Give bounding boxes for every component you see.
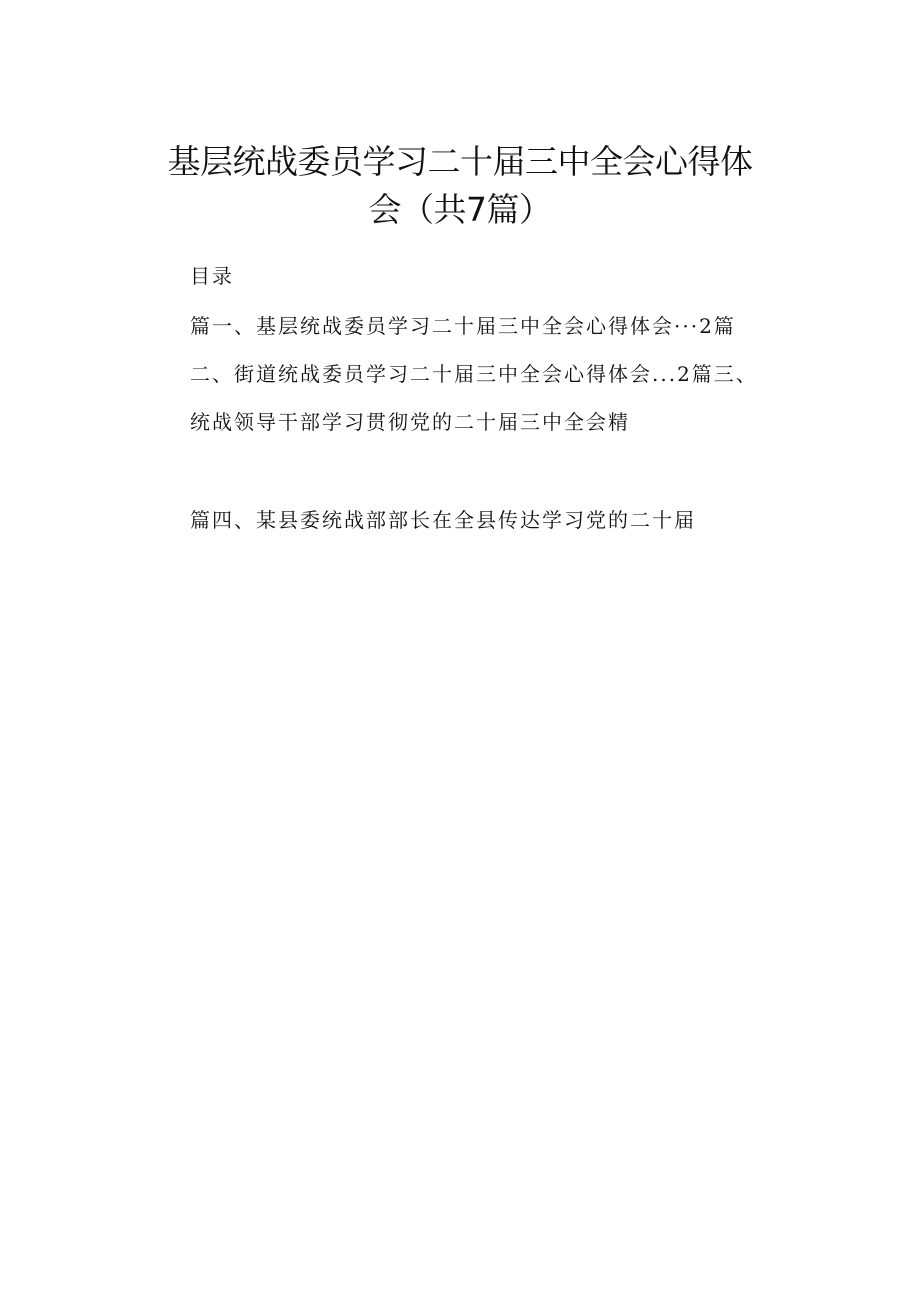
toc-heading: 目录 — [190, 264, 234, 288]
toc-line: 篇四、某县委统战部部长在全县传达学习党的二十届 — [190, 508, 696, 532]
document-title — [150, 138, 770, 234]
toc-line: 篇一、基层统战委员学习二十届三中全会心得体会···2篇 — [190, 314, 736, 338]
title-line-1: 基层统战委员学习二十届三中全会心得体 — [167, 142, 753, 181]
title-line-2: 会（共7篇） — [368, 190, 552, 229]
toc-line: 统战领导干部学习贯彻党的二十届三中全会精 — [190, 410, 630, 434]
toc-line: 二、街道统战委员学习二十届三中全会心得体会...2篇三、 — [190, 362, 758, 386]
